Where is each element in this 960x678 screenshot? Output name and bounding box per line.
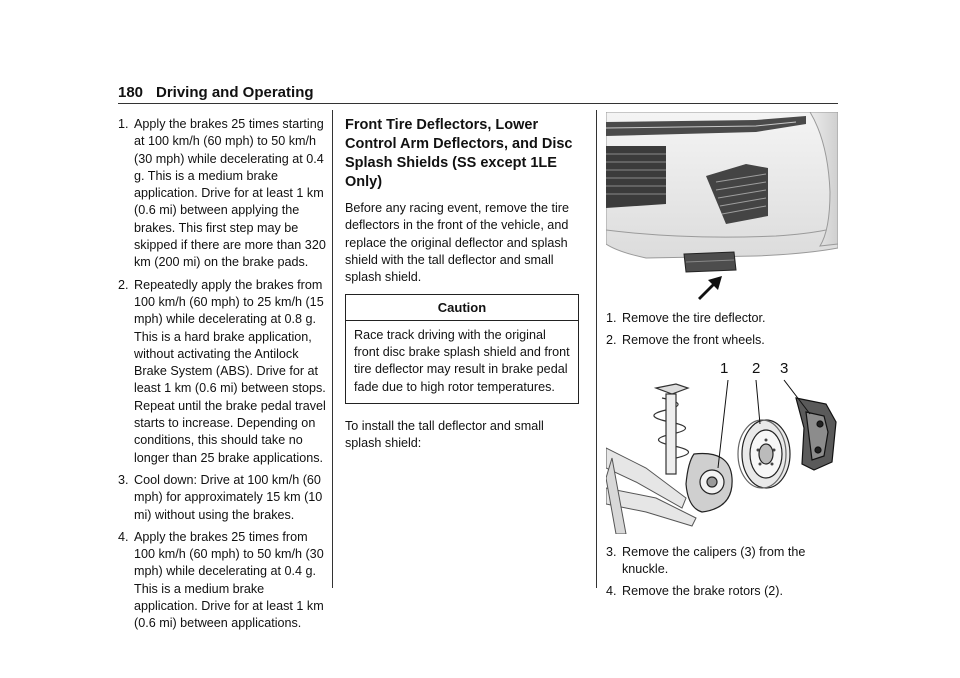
step-number: 4.: [118, 529, 129, 544]
list-item: [118, 529, 328, 633]
step-text: Apply the brakes 25 times from 100 km/h (60 mph) to 50 km/h (30 mph) while decelerating at 0.4 g. This is a medium brake application. Drive for at least 1 km (0.6 mi) between applications.: [134, 529, 324, 631]
removal-steps-a: [606, 310, 838, 350]
page-number: 180: [118, 84, 144, 101]
header-rule: [118, 103, 838, 104]
step-text: Cool down: Drive at 100 km/h (60 mph) for approximately 15 km (10 mi) without using the brakes.: [134, 472, 323, 522]
intro-paragraph: Before any racing event, remove the tire deflectors in the front of the vehicle, and replace the original deflector and splash shield with the tall deflector and small splash shield.: [345, 201, 570, 285]
tire-deflector-illustration: [606, 112, 838, 300]
step-number: 2.: [606, 333, 617, 348]
step-text: Repeatedly apply the brakes from 100 km/h (60 mph) to 25 km/h (15 mph) while decelerating at 0.8 g. This is a hard brake application, without activating the Antilock Brake System (ABS). Drive for at least 1 km (0.6 mi) between stops. Repeat until the brake pedal travel starts to increase. Depending on conditions, this should take no longer than 25 brake applications.: [134, 277, 326, 465]
callout-2: 2: [752, 359, 761, 377]
step-number: 4.: [606, 584, 617, 599]
list-item: [606, 332, 838, 349]
callout-1: 1: [720, 359, 729, 377]
column-2: [345, 116, 579, 461]
brake-assembly-illustration: [606, 358, 838, 534]
step-number: 3.: [606, 544, 617, 559]
step-text: Apply the brakes 25 times starting at 100 km/h (60 mph) to 50 km/h (30 mph) while decelerating at 0.4 g. This is a medium brake application. Drive for at least 1 km (0.6 mi) between applying the brakes. This first step may be skipped if there are more than 320 km (200 mi) on the brake pads.: [134, 117, 326, 270]
removal-steps-b: [606, 544, 838, 601]
step-text: Remove the tire deflector.: [622, 311, 766, 325]
column-1: [118, 116, 328, 638]
list-item: [118, 277, 328, 467]
callout-3: 3: [780, 359, 789, 377]
list-item: [606, 544, 838, 579]
subsection-heading: Front Tire Deflectors, Lower Control Arm Deflectors, and Disc Splash Shields (SS except 1LE Only): [345, 117, 573, 190]
step-number: 1.: [118, 117, 129, 131]
step-text: Remove the calipers (3) from the knuckle.: [622, 544, 806, 576]
bedding-steps: [118, 116, 328, 633]
list-item: [606, 310, 838, 327]
list-item: [118, 472, 328, 524]
list-item: [606, 583, 838, 600]
column-3: [606, 112, 838, 605]
step-number: 2.: [118, 277, 129, 292]
caution-title: Caution: [346, 295, 578, 320]
front-bumper-drawing: [606, 112, 838, 300]
step-text: Remove the front wheels.: [622, 333, 765, 348]
caution-text: Race track driving with the original front disc brake splash shield and front tire deflector may result in brake pedal fade due to high rotor temperatures.: [354, 327, 570, 394]
install-paragraph: To install the tall deflector and small splash shield:: [345, 418, 544, 451]
caution-box: [345, 294, 579, 403]
list-item: [118, 116, 328, 272]
step-number: 1.: [606, 311, 617, 325]
brake-exploded-drawing: [606, 358, 838, 534]
step-number: 3.: [118, 472, 129, 487]
step-text: Remove the brake rotors (2).: [622, 584, 783, 599]
section-title: Driving and Operating: [156, 84, 314, 101]
column-divider-1: [332, 110, 333, 588]
column-divider-2: [596, 110, 597, 588]
